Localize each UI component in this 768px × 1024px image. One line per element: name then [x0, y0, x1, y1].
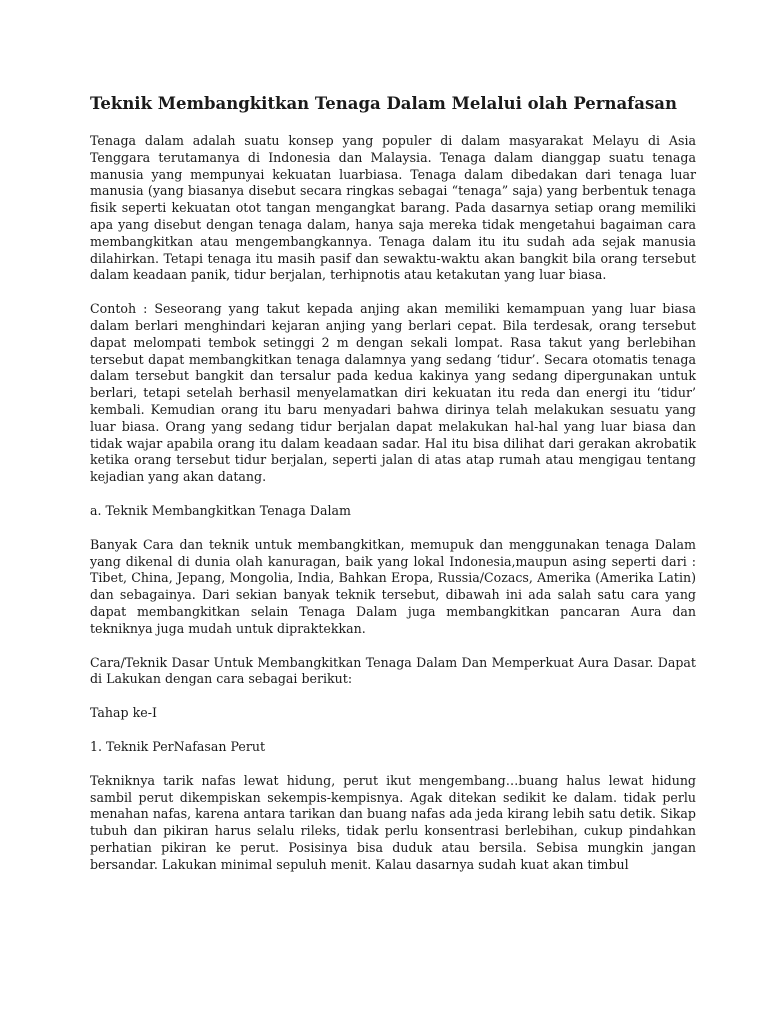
paragraph-example: Contoh : Seseorang yang takut kepada anjing akan memiliki kemampuan yang luar biasa dalam berlari menghindari kejaran anjing yang berlari cepat. Bila terdesak, orang tersebut dapat melompati tembok setinggi 2 m dengan sekali lompat. Rasa takut yang berlebihan tersebut dapat membangkitkan tenaga dalamnya yang sedang ‘tidur’. Secara otomatis tenaga dalam tersebut bangkit dan tersalur pada kedua kakinya yang sedang dipergunakan untuk berlari, tetapi setelah berhasil menyelamatkan diri kekuatan itu reda dan energi itu ‘tidur’ kembali. Kemudian orang itu baru menyadari bahwa dirinya telah melakukan sesuatu yang luar biasa. Orang yang sedang tidur berjalan dapat melakukan hal-hal yang luar biasa dan tidak wajar apabila orang itu dalam keadaan sadar. Hal itu bisa dilihat dari gerakan akrobatik ketika orang tersebut tidur berjalan, seperti jalan di atas atap rumah atau mengigau tentang kejadian yang akan datang. [90, 301, 696, 485]
paragraph-techniques: Banyak Cara dan teknik untuk membangkitkan, memupuk dan menggunakan tenaga Dalam yang dikenal di dunia olah kanuragan, baik yang lokal Indonesia,maupun asing seperti dari : Tibet, China, Jepang, Mongolia, India, Bahkan Eropa, Russia/Cozacs, Amerika (Amerika Latin) dan sebagainya. Dari sekian banyak teknik tersebut, dibawah ini ada salah satu cara yang dapat membangkitkan selain Tenaga Dalam juga membangkitkan pancaran Aura dan tekniknya juga mudah untuk dipraktekkan. [90, 536, 696, 636]
paragraph-breathing: Tekniknya tarik nafas lewat hidung, perut ikut mengembang…buang halus lewat hidung sambil perut dikempiskan sekempis-kempisnya. Agak ditekan sedikit ke dalam. tidak perlu menahan nafas, karena antara tarikan dan buang nafas ada jeda kirang lebih satu detik. Sikap tubuh dan pikiran harus selalu rileks, tidak perlu konsentrasi berlebihan, cukup pindahkan perhatian pikiran ke perut. Posisinya bisa duduk atau bersila. Sebisa mungkin jangan bersandar. Lakukan minimal sepuluh menit. Kalau dasarnya sudah kuat akan timbul [90, 772, 696, 872]
section-heading-a: a. Teknik Membangkitkan Tenaga Dalam [90, 502, 351, 518]
stage-heading: Tahap ke-I [90, 705, 157, 721]
paragraph-intro: Tenaga dalam adalah suatu konsep yang populer di dalam masyarakat Melayu di Asia Tenggara terutamanya di Indonesia dan Malaysia. Tenaga dalam dianggap suatu tenaga manusia yang mempunyai kekuatan luarbiasa. Tenaga dalam dibedakan dari tenaga luar manusia (yang biasanya disebut secara ringkas sebagai “tenaga” saja) yang berbentuk tenaga fisik seperti kekuatan otot tangan mengangkat barang. Pada dasarnya setiap orang memiliki apa yang disebut dengan tenaga dalam, hanya saja mereka tidak mengetahui bagaiman cara membangkitkan atau mengembangkannya. Tenaga dalam itu itu sudah ada sejak manusia dilahirkan. Tetapi tenaga itu masih pasif dan sewaktu-waktu akan bangkit bila orang tersebut dalam keadaan panik, tidur berjalan, terhipnotis atau ketakutan yang luar biasa. [90, 133, 696, 283]
document-title: Teknik Membangkitkan Tenaga Dalam Melalui olah Pernafasan [90, 94, 677, 113]
item-heading-1: 1. Teknik PerNafasan Perut [90, 738, 266, 754]
paragraph-basic-method: Cara/Teknik Dasar Untuk Membangkitkan Tenaga Dalam Dan Memperkuat Aura Dasar. Dapat di Lakukan dengan cara sebagai berikut: [90, 654, 696, 687]
document-page [90, 93, 696, 890]
